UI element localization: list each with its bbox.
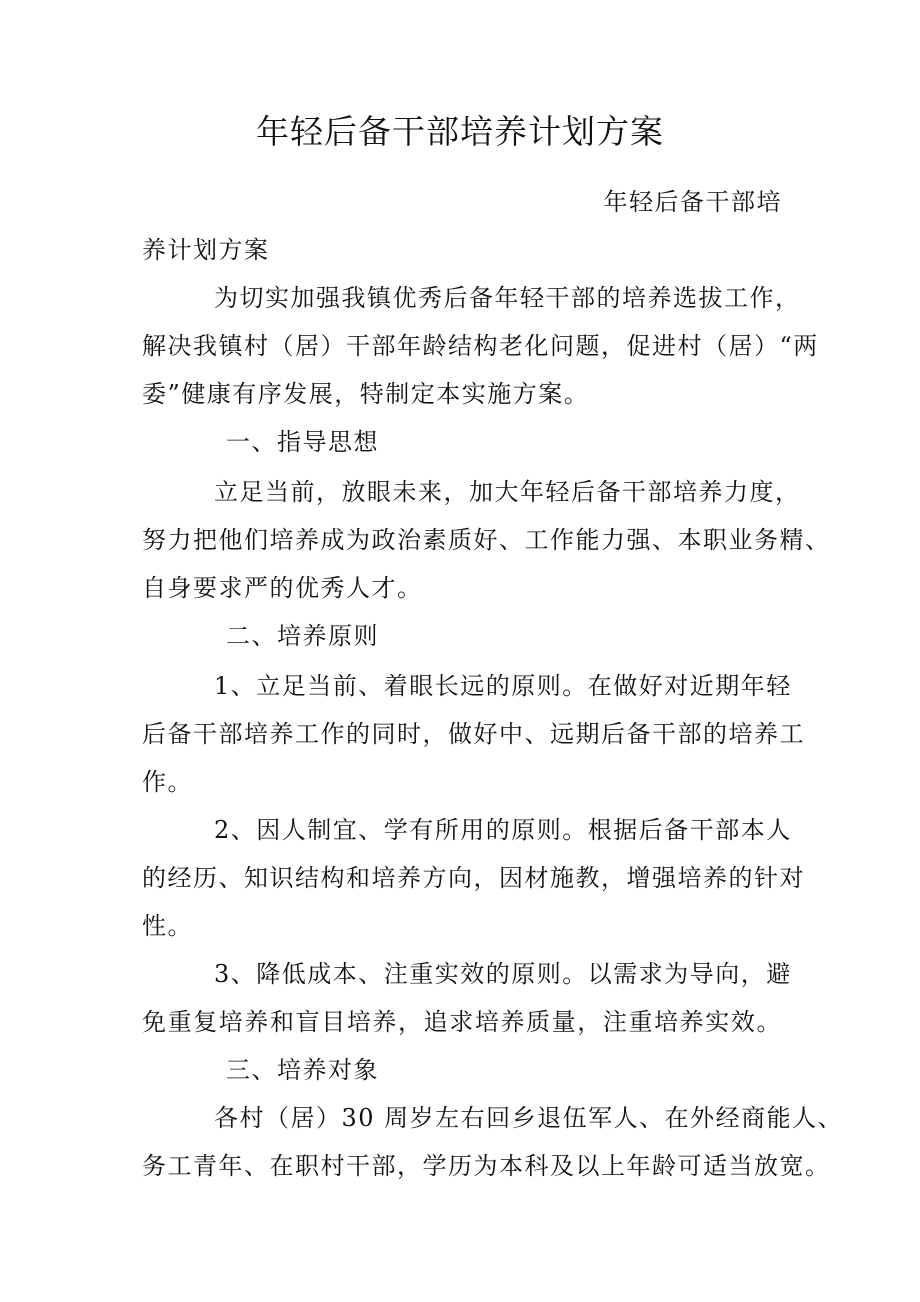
document-title: 年轻后备干部培养计划方案 [256, 112, 664, 151]
subtitle-line-2: 养计划方案 [142, 236, 270, 264]
section-2-heading: 二、培养原则 [226, 622, 379, 650]
section-1-line-2: 努力把他们培养成为政治素质好、工作能力强、本职业务精、 [142, 526, 831, 554]
section-1-heading: 一、指导思想 [226, 428, 379, 456]
section-2-p1-line-2: 后备干部培养工作的同时，做好中、远期后备干部的培养工 [142, 720, 805, 748]
intro-line-2: 解决我镇村（居）干部年龄结构老化问题，促进村（居）“两 [142, 332, 819, 360]
section-2-p2-line-3: 性。 [142, 912, 193, 940]
section-1-line-1: 立足当前，放眼未来，加大年轻后备干部培养力度， [214, 478, 801, 506]
section-3-line-2: 务工青年、在职村干部，学历为本科及以上年龄可适当放宽。 [142, 1152, 831, 1180]
section-3-heading: 三、培养对象 [226, 1056, 379, 1084]
intro-line-1: 为切实加强我镇优秀后备年轻干部的培养选拔工作， [214, 284, 801, 312]
section-2-p3-line-1: 3、降低成本、注重实效的原则。以需求为导向，避 [214, 960, 792, 988]
intro-line-3: 委”健康有序发展，特制定本实施方案。 [142, 380, 590, 408]
section-2-p1-line-3: 作。 [142, 768, 193, 796]
section-2-p2-line-1: 2、因人制宜、学有所用的原则。根据后备干部本人 [214, 816, 792, 844]
section-2-p1-line-1: 1、立足当前、着眼长远的原则。在做好对近期年轻 [214, 672, 792, 700]
section-2-p2-line-2: 的经历、知识结构和培养方向，因材施教，增强培养的针对 [142, 864, 805, 892]
section-1-line-3: 自身要求严的优秀人才。 [142, 574, 423, 602]
section-3-line-1: 各村（居）30 周岁左右回乡退伍军人、在外经商能人、 [214, 1104, 844, 1132]
subtitle-line-1: 年轻后备干部培 [603, 188, 782, 216]
section-2-p3-line-2: 免重复培养和盲目培养，追求培养质量，注重培养实效。 [142, 1008, 782, 1036]
